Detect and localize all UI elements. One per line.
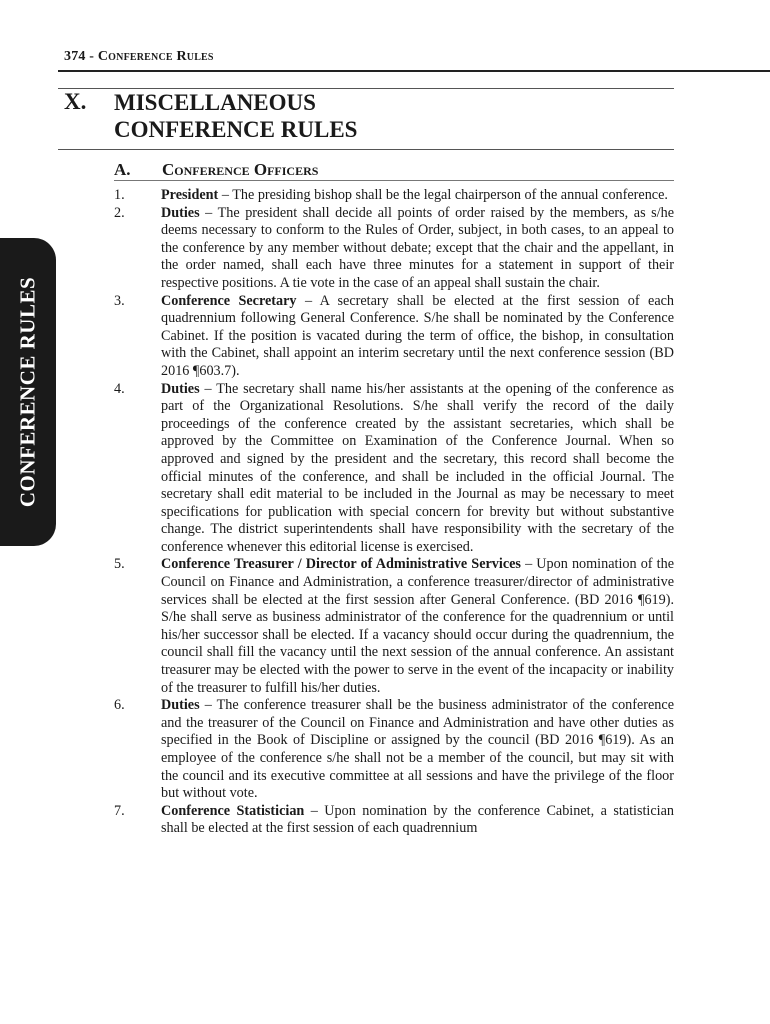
rule-body — [161, 803, 674, 838]
chapter-rule-bottom — [58, 149, 674, 150]
rule-term: President — [161, 187, 219, 203]
rule-item — [114, 293, 674, 381]
side-tab-label: CONFERENCE RULES — [15, 276, 40, 508]
rule-item — [114, 803, 674, 838]
rule-text: – Upon nomination by the conference Cabinet, a statistician shall be elected at the first session of each quadrennium — [161, 802, 674, 837]
rule-text: – A secretary shall be elected at the first session of each quadrennium following General Conference. S/he shall be nominated by the Conference Cabinet. If the position is vacated during the term of office, the bishop, in consultation with the Cabinet, shall appoint an interim secretary until the next conference session (BD 2016 ¶603.7). — [161, 292, 675, 379]
rule-term: Conference Statistician — [161, 802, 305, 819]
rule-text: – Upon nomination of the Council on Finance and Administration, a conference treasurer/director of administrative services shall be elected at the first session after General Conference. (BD 2016 ¶619). S/he shall serve as business administrator of the conference for the quadrennium or until his/her successor shall be elected. If a vacancy should occur during the quadrennium, the council shall fill the vacancy until the next session of the annual conference. An assistant treasurer may be elected with the power to serve in the event of the incapacity or inability of the treasurer to fulfill his/her duties. — [161, 556, 674, 696]
rule-term: Conference Secretary — [161, 292, 297, 309]
chapter-title-line-1: MISCELLANEOUS — [114, 90, 316, 115]
rule-text: – The president shall decide all points of order raised by the members, as s/he deems necessary to conform to the Rules of Order, subject, in both cases, to an appeal to the conference by any member without debate; except that the chair and the appellant, in the order named, shall each have three minutes for a statement in support of their respective positions. A tie vote in the case of an appeal shall sustain the chair. — [161, 204, 674, 291]
rule-number: 6. — [114, 697, 125, 714]
rule-item — [114, 381, 674, 557]
rule-number: 5. — [114, 556, 125, 573]
chapter-number: X. — [64, 89, 87, 114]
rule-item — [114, 187, 674, 205]
chapter-title — [114, 89, 534, 143]
rule-body — [161, 697, 674, 803]
rule-body — [161, 556, 674, 697]
rule-body — [161, 293, 674, 381]
rule-text: – The secretary shall name his/her assistants at the opening of the conference as part of the Organizational Resolutions. S/he shall verify the record of the daily proceedings of the conference created by the assistant secretaries, which shall be approved by the Committee on Examination of the Conference Journal. When so approved and signed by the president and the secretary, this record shall become the official minutes of the conference, and shall be included in the official Journal. The secretary shall edit material to be included in the Journal as may be necessary to meet specifications for publication with special concern for brevity but without substantive change. The district superintendents shall have responsibility with the secretary of the conference whenever this editorial license is exercised. — [161, 380, 674, 555]
rule-term: Duties — [161, 204, 200, 221]
rule-number: 1. — [114, 187, 125, 203]
side-tab — [0, 238, 56, 546]
rule-text: – The presiding bishop shall be the legal chairperson of the annual conference. — [218, 187, 668, 203]
rule-list — [114, 187, 674, 838]
rule-body — [161, 187, 674, 205]
section-title: Conference Officers — [162, 160, 319, 179]
chapter-title-line-2: CONFERENCE RULES — [114, 117, 358, 142]
rule-text: – The conference treasurer shall be the business administrator of the conference and the treasurer of the Council on Finance and Administration and have other duties as specified in the Book of Discipline or assigned by the council (BD 2016 ¶619). As an employee of the conference s/he shall not be a member of the council, but may sit with the council and its executive committee at all sessions and have the privilege of the floor but without vote. — [161, 697, 674, 802]
rule-number: 7. — [114, 802, 125, 819]
rule-term: Conference Treasurer / Director of Administrative Services — [161, 556, 521, 573]
rule-body — [161, 381, 674, 557]
section-letter: A. — [114, 160, 131, 179]
rule-number: 4. — [114, 380, 125, 397]
rule-term: Duties — [161, 380, 200, 397]
rule-item — [114, 697, 674, 803]
running-head: 374 - Conference Rules — [64, 49, 214, 64]
rule-item — [114, 205, 674, 293]
rule-number: 2. — [114, 204, 125, 221]
rule-item — [114, 556, 674, 697]
header-rule — [58, 70, 770, 72]
rule-number: 3. — [114, 292, 125, 309]
section-rule — [114, 180, 674, 181]
rule-body — [161, 205, 674, 293]
rule-term: Duties — [161, 697, 200, 714]
